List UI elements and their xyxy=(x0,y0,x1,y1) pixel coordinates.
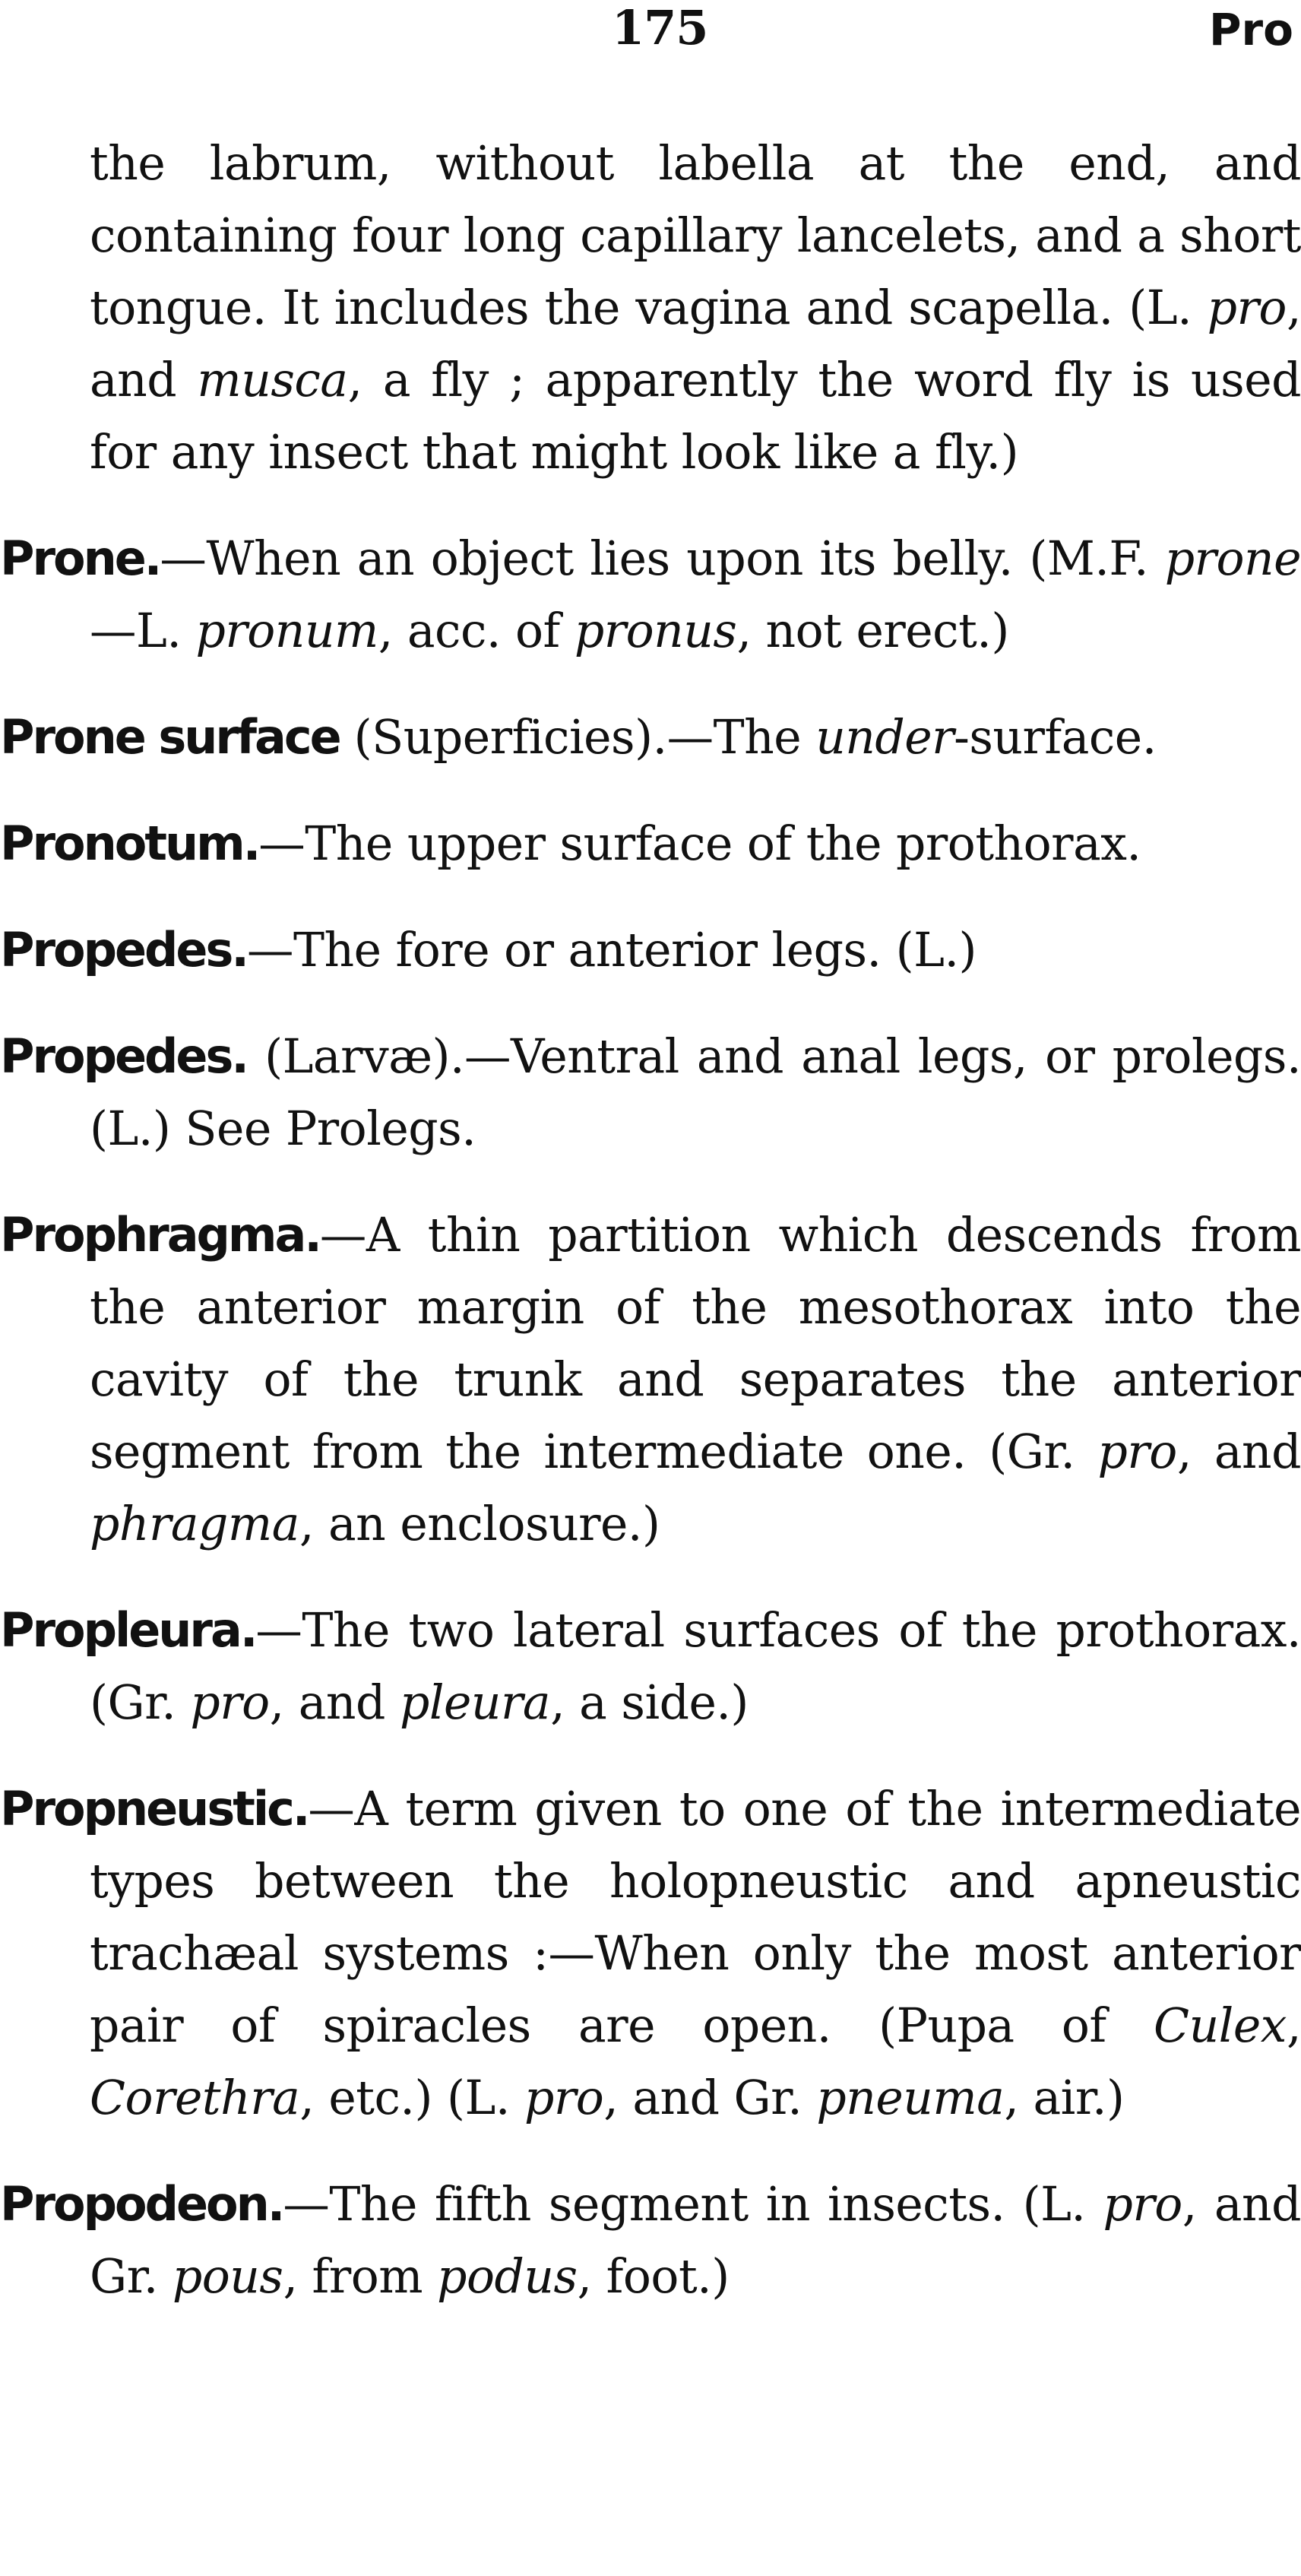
text-run: , a fly ; apparently the word fly is used for any insect that might look like a fly.) xyxy=(90,353,1301,480)
italic-term: Corethra xyxy=(90,2071,300,2125)
guide-word: Pro xyxy=(1209,4,1293,55)
headword: Prophragma. xyxy=(0,1207,320,1263)
entry-pronotum xyxy=(0,807,1301,880)
italic-term: pous xyxy=(172,2249,283,2304)
italic-term: pro xyxy=(1097,1424,1177,1479)
headword: Propedes. xyxy=(0,922,247,977)
headword: Propedes. xyxy=(0,1028,247,1084)
italic-term: podus xyxy=(437,2249,578,2304)
headword: Pronotum. xyxy=(0,816,259,871)
text-run: , air.) xyxy=(1004,2071,1125,2125)
text-run: , acc. of xyxy=(378,604,575,658)
text-run: , not erect.) xyxy=(736,604,1009,658)
headword: Prone. xyxy=(0,531,160,586)
text-run: , foot.) xyxy=(577,2249,730,2304)
entry-propedes xyxy=(0,914,1301,987)
text-run: -surface. xyxy=(954,710,1157,765)
italic-term: Culex xyxy=(1154,1998,1287,2053)
page-text xyxy=(0,128,1301,2346)
italic-term: pleura xyxy=(399,1675,551,1730)
headword: Propneustic. xyxy=(0,1781,309,1836)
text-run: , and xyxy=(90,280,1301,407)
entry-prone-surface xyxy=(0,701,1301,774)
text-run: , and Gr. xyxy=(90,2177,1301,2304)
text-run: (Superficies).—The xyxy=(339,710,816,765)
text-run: —A thin partition which descends from the anterior margin of the mesothorax into the cavity of the trunk and separates the anterior segment from the intermediate one. (Gr. xyxy=(90,1208,1301,1479)
text-run: , etc.) (L. xyxy=(299,2071,524,2125)
text-run: —A term given to one of the intermediate types between the holopneustic and apneustic trachæal systems :—When only the most anterior pair of spiracles are open. (Pupa of xyxy=(90,1782,1301,2053)
headword: Propodeon. xyxy=(0,2176,283,2232)
entry-propodeon xyxy=(0,2168,1301,2313)
italic-term: prone xyxy=(1164,531,1301,586)
text-run: , from xyxy=(283,2249,438,2304)
entry-prophragma xyxy=(0,1199,1301,1560)
italic-term: under xyxy=(815,710,954,765)
italic-term: pronum xyxy=(195,604,378,658)
italic-term: pro xyxy=(524,2071,604,2125)
text-run: —When an object lies upon its belly. (M.F. xyxy=(160,531,1165,586)
text-run: —The fifth segment in insects. (L. xyxy=(283,2177,1103,2232)
entry-propedes-larvae xyxy=(0,1020,1301,1165)
italic-term: pneuma xyxy=(816,2071,1005,2125)
text-run: , a side.) xyxy=(550,1675,749,1730)
headword: Propleura. xyxy=(0,1602,256,1658)
text-run: , and Gr. xyxy=(603,2071,817,2125)
text-run: the labrum, without labella at the end, and containing four long capillary lancelets, and a short tongue. It includes the vagina and scapella. (L. xyxy=(90,136,1301,335)
entry-propneustic xyxy=(0,1773,1301,2134)
italic-term: pronus xyxy=(574,604,737,658)
italic-term: musca xyxy=(197,353,348,407)
text-run: —The two lateral surfaces of the prothorax. (Gr. xyxy=(90,1603,1301,1730)
text-run: —The fore or anterior legs. (L.) xyxy=(246,923,977,977)
italic-term: pro xyxy=(190,1675,270,1730)
text-run: , and xyxy=(269,1675,400,1730)
text-run: —L. xyxy=(90,604,196,658)
running-head xyxy=(0,0,1301,68)
italic-term: pro xyxy=(1207,280,1287,335)
entry-prone xyxy=(0,522,1301,667)
page-number: 175 xyxy=(612,0,708,55)
headword: Prone surface xyxy=(0,709,340,765)
text-run: (Larvæ).—Ventral and anal legs, or prolegs. (L.) See Prolegs. xyxy=(90,1029,1301,1156)
text-run: —The upper surface of the prothorax. xyxy=(258,816,1141,871)
text-run: , xyxy=(1286,1998,1301,2053)
continued-definition xyxy=(0,128,1301,489)
text-run: , an enclosure.) xyxy=(299,1497,660,1551)
entry-propleura xyxy=(0,1594,1301,1739)
italic-term: phragma xyxy=(90,1497,299,1551)
italic-term: pro xyxy=(1103,2177,1182,2232)
text-run: , and xyxy=(1176,1424,1301,1479)
